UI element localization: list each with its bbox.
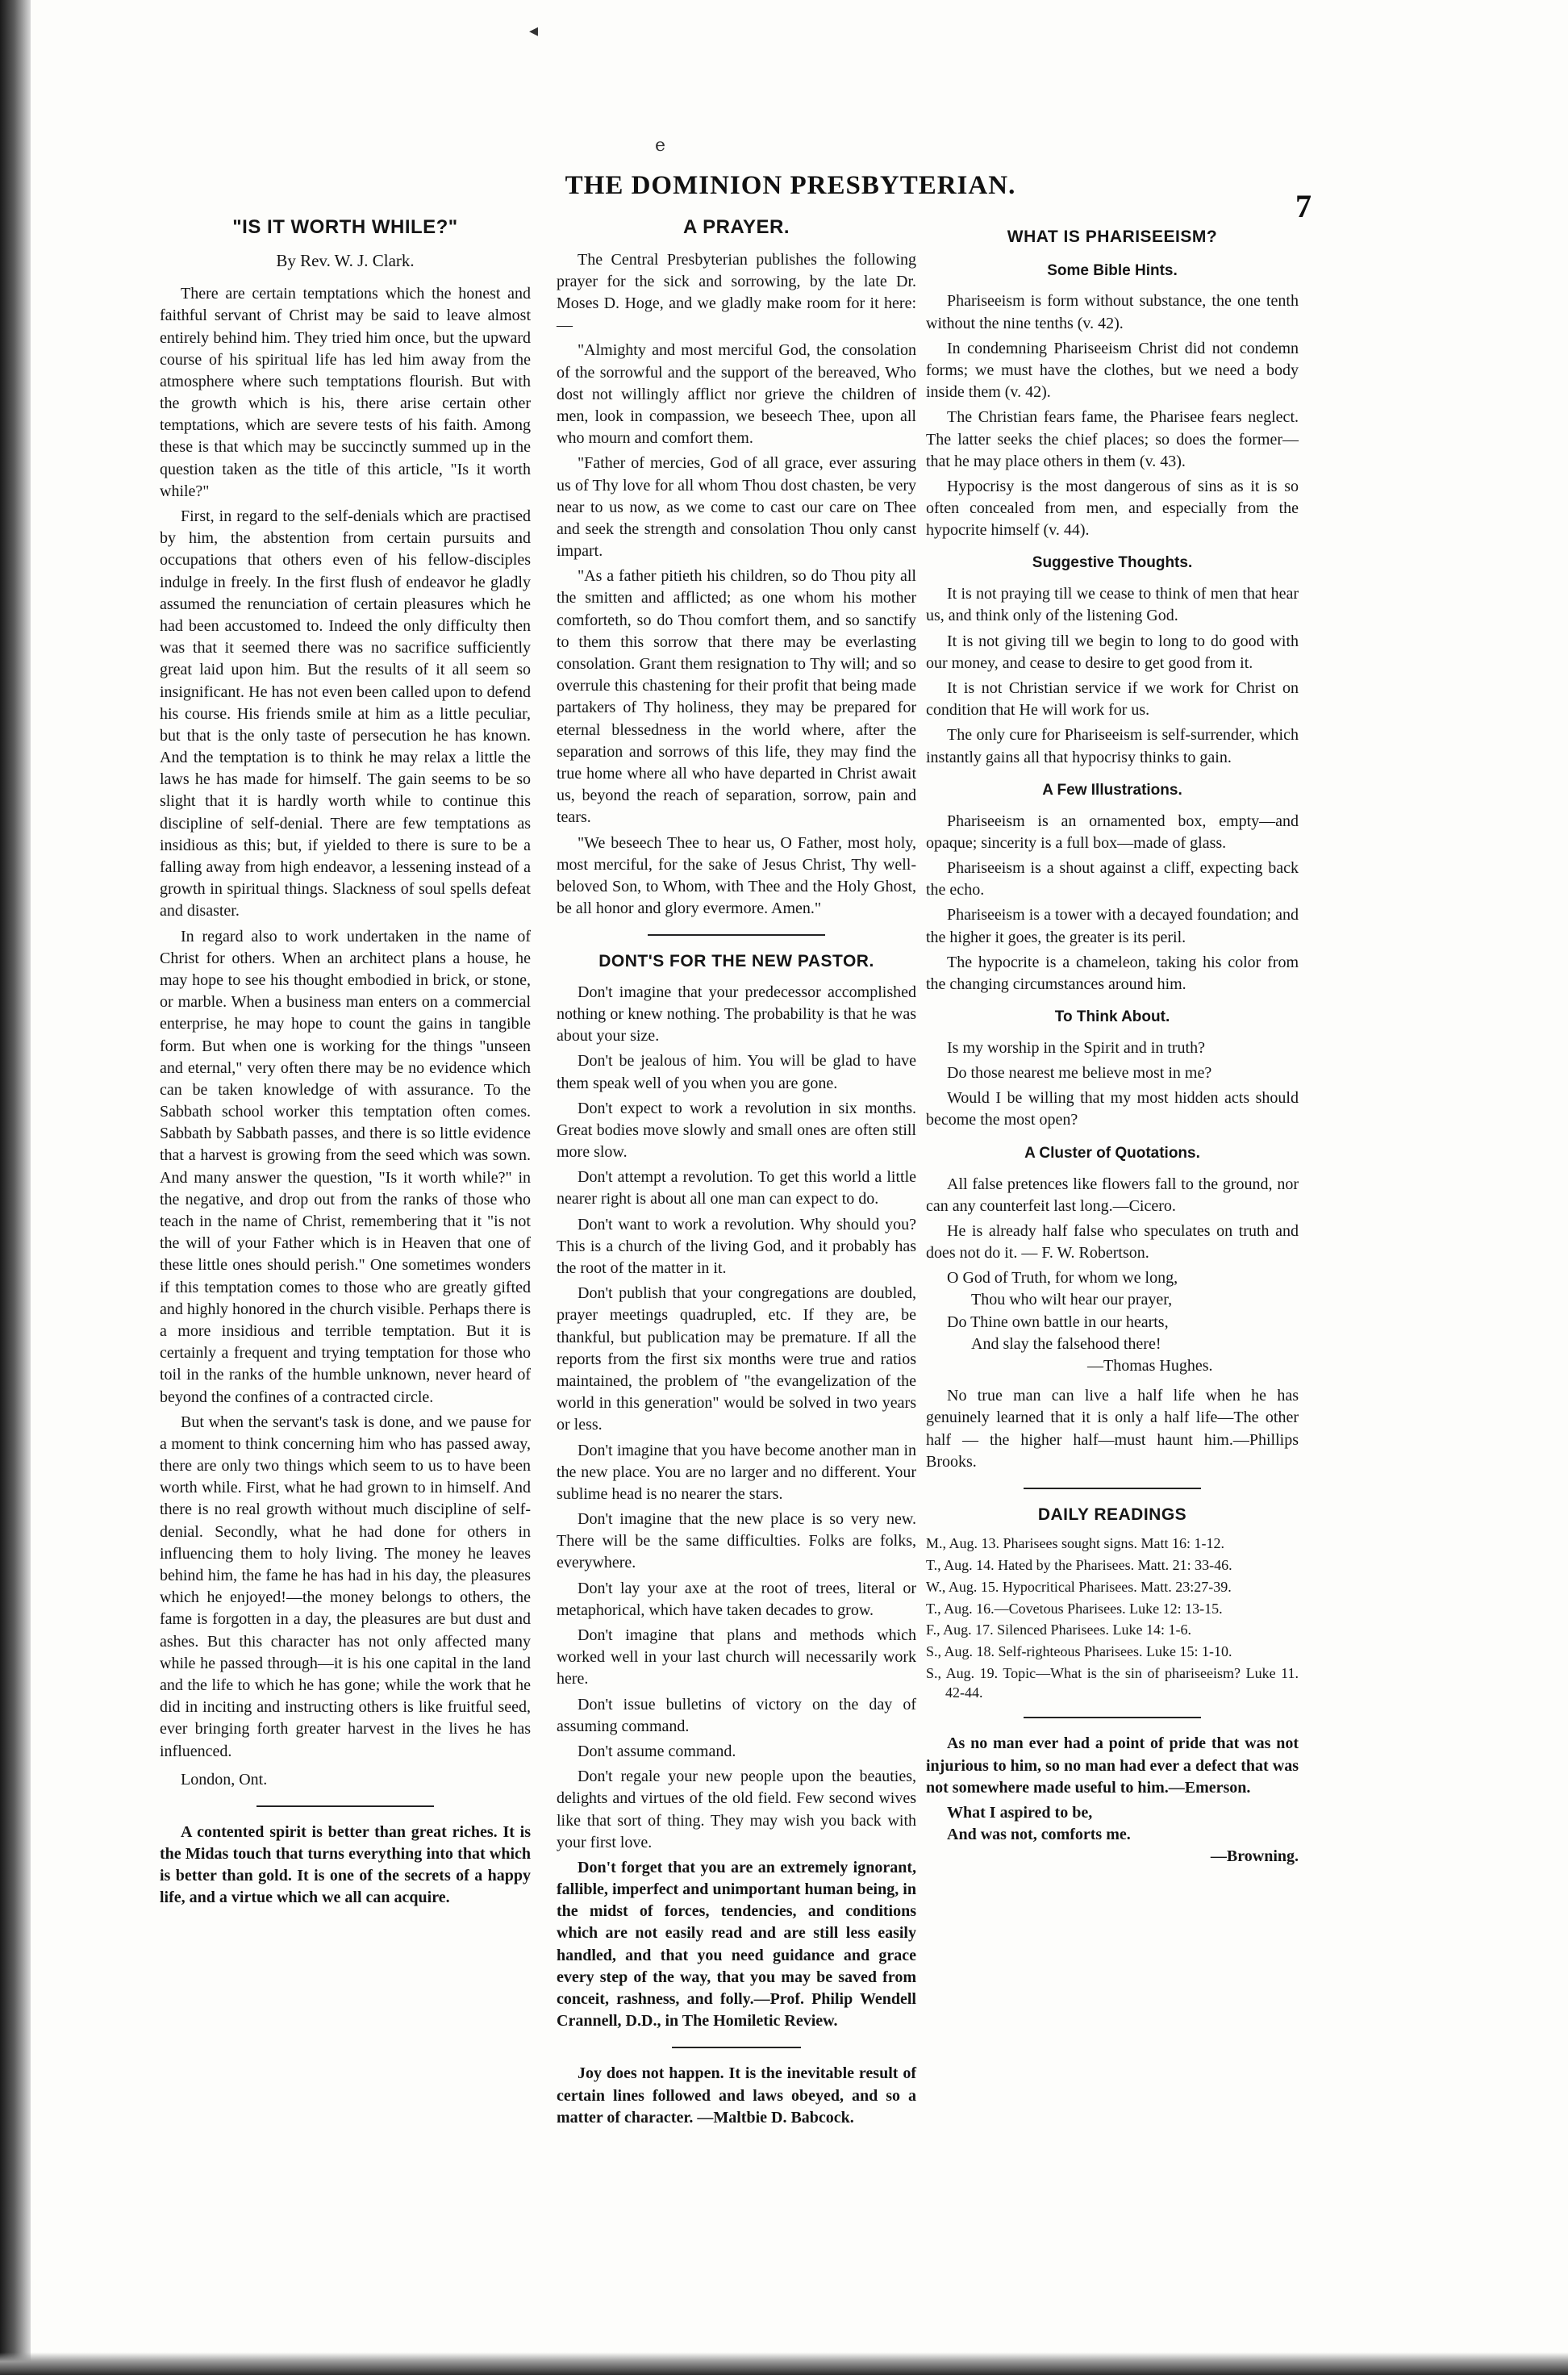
browning-verse [926,1802,1299,1868]
column-middle [557,210,916,2132]
prayer-paragraph: "As a father pitieth his children, so do Thou pity all the smitten and afflicted; as one whom his mother comforteth, so do Thou comfort them, and so sanctify to them this sorrow that there may be everlasting consolation. Grant them resignation to Thy will; and so overrule this chastening for their profit that being made partakers of Thy holiness, they may be prepared for eternal blessedness in the world where, after the separation and sorrows of this life, they may find the true home where all who have departed in Christ await us, beyond the reach of separation, sorrow, pain and tears. [557,567,916,827]
pastor-paragraph: Don't attempt a revolution. To get this world a little nearer right is about all one man can expect to do. [557,1168,916,1208]
hint-paragraph: Hypocrisy is the most dangerous of sins as it is so often concealed from men, and especially from the hypocrite himself (v. 44). [926,477,1299,540]
divider-rule [256,1805,434,1807]
poem-line: O God of Truth, for whom we long, [947,1269,1178,1288]
pastor-paragraph: Don't forget that you are an extremely ignorant, fallible, imperfect and unimportant human being, in the midst of forces, tendencies, and conditions which are not easily read and are still less easily handled, and that you need guidance and grace every step of the way, that you may be saved from conceit, rashness, and folly.—Prof. Philip Wendell Crannell, D.D., in The Homiletic Review. [557,1858,916,2031]
pastor-paragraph: Don't assume command. [578,1742,736,1760]
think-paragraph: Is my worship in the Spirit and in truth? [947,1038,1205,1057]
emerson-quotation: As no man ever had a point of pride that was not injurious to him, so no man had ever a defect that was not somewhere made useful to him.—Emerson. [926,1734,1299,1797]
article-title-phariseeism: WHAT IS PHARISEEISM? [1007,227,1218,246]
pastor-paragraph: Don't imagine that plans and methods which worked well in your last church will necessarily work here. [557,1626,916,1688]
subheading-illustrations: A Few Illustrations. [1042,781,1182,799]
page-bottom-edge-shadow [0,2352,1568,2375]
divider-rule [648,934,825,936]
page-left-edge-shadow [0,0,31,2375]
divider-rule [1024,1488,1201,1489]
illustration-paragraph: The hypocrite is a chameleon, taking his color from the changing circumstances around him. [926,953,1299,993]
daily-readings-list [926,1534,1299,1702]
divider-rule [1024,1717,1201,1718]
article-paragraph: But when the servant's task is done, and we pause for a moment to think concerning him who has passed away, there are only two things which seem to us to have been worth while. First, what he had grown to in himself. And there is no real growth without much discipline of self-denial. Secondly, what he had done for others in influencing them to holy living. The money he leaves behind him, the fame he has had in his day, the pleasures which he enjoyed!—the money belongs to others, the fame is forgotten in a day, the pleasures are but dust and ashes. But this character has not only affected many while he passed through—it is his one capital in the land and the life to which he has gone; while the work that he did in inciting and instructing others is like fruitful seed, ever bringing forth greater harvest in the lives he has influenced. [160,1413,531,1760]
thought-paragraph: It is not praying till we cease to think of men that hear us, and think only of the listening God. [926,585,1299,625]
pastor-paragraph: Don't be jealous of him. You will be glad to have them speak well of you when you are gone. [557,1052,916,1092]
article-title-worth-while: "IS IT WORTH WHILE?" [232,216,458,238]
divider-rule [672,2047,801,2048]
pastor-paragraph: Don't imagine that your predecessor accomplished nothing or knew nothing. The probability is that he was about your size. [557,983,916,1046]
pastor-paragraph: Don't issue bulletins of victory on the day of assuming command. [557,1695,916,1735]
article-paragraph: There are certain temptations which the honest and faithful servant of Christ may be said to leave almost entirely behind him. They tried him once, but the upward course of his spiritual life has led him away from the atmosphere where such temptations flourish. But with the growth which is his, there arise certain other temptations, which are severe tests of his faith. Among these is that which may be succinctly summed up in the question taken as the title of this article, "Is it worth while?" [160,285,531,500]
prayer-paragraph: "Almighty and most merciful God, the consolation of the sorrowful and the support of the bereaved, Who dost not willingly afflict nor grieve the children of men, look in compassion, we beseech Thee, upon all who mourn and comfort them. [557,341,916,448]
pastor-paragraph: Don't expect to work a revolution in six months. Great bodies move slowly and small ones are often still more slow. [557,1099,916,1162]
article-paragraph: In regard also to work undertaken in the name of Christ for others. When an architect plans a house, he may hope to see his thought embodied in brick, or stone, or marble. When a business man enters on a commercial enterprise, he may hope to count the gains in tangible form. But when one is working for the things "unseen and eternal," very often there may be no evidence which can be taken knowledge of with assurance. To the Sabbath school worker this temptation often comes. Sabbath by Sabbath passes, and there is so little evidence that a harvest is growing from the seed which was sown. And many answer the question, "Is it worth while?" in the negative, and drop out from the ranks of those who teach in the name of Christ, remembering that it "is not the will of your Father which is in Heaven that one of these little ones should perish." One sometimes wonders if this temptation comes to those who are greatly gifted and highly honored in the church visible. Perhaps there is a more insidious and terrible temptation. But it is certainly a frequent and trying temptation for those who toil in the ranks of the humble unknown, never heard of beyond the confines of a contracted circle. [160,927,531,1406]
reading-item: S., Aug. 18. Self-righteous Pharisees. Luke 15: 1-10. [926,1643,1232,1660]
column-left [160,210,531,1913]
hint-paragraph: The Christian fears fame, the Pharisee fears neglect. The latter seeks the chief places; so does the former—that he may place others in them (v. 43). [926,408,1299,470]
closing-paragraph: A contented spirit is better than great riches. It is the Midas touch that turns everything into that which is better than gold. It is one of the secrets of a happy life, and a virtue which we all can acquire. [160,1822,531,1907]
reading-item: T., Aug. 14. Hated by the Pharisees. Matt. 21: 33-46. [926,1557,1232,1574]
poem-attribution: —Thomas Hughes. [1087,1357,1213,1375]
poem-line: And was not, comforts me. [947,1826,1131,1844]
thought-paragraph: The only cure for Phariseeism is self-surrender, which instantly gains all that hypocrisy thinks to gain. [926,726,1299,766]
subheading-quotations: A Cluster of Quotations. [1024,1144,1200,1162]
prayer-paragraph: "Father of mercies, God of all grace, ever assuring us of Thy love for all whom Thou dost chasten, be very near to us now, as we come to cast our care on Thee and seek the strength and consolation Thou only canst impart. [557,454,916,561]
prayer-paragraph: "We beseech Thee to hear us, O Father, most holy, most merciful, for the sake of Jesus Christ, Thy well-beloved Son, to Whom, with Thee and the Holy Ghost, be all honor and glory evermore. Amen." [557,833,916,918]
reading-item: M., Aug. 13. Pharisees sought signs. Matt 16: 1-12. [926,1535,1225,1552]
poem-block [926,1267,1299,1377]
article-title-prayer: A PRAYER. [682,216,790,238]
hint-paragraph: In condemning Phariseeism Christ did not condemn forms; we must have the clothes, but we need a body inside them (v. 42). [926,339,1299,402]
poem-attribution: —Browning. [1210,1847,1299,1866]
subheading-bible-hints: Some Bible Hints. [1047,261,1178,279]
thought-paragraph: It is not Christian service if we work for Christ on condition that He will work for us. [926,679,1299,720]
think-paragraph: Do those nearest me believe most in me? [947,1064,1212,1083]
hint-paragraph: Phariseeism is form without substance, the one tenth without the nine tenths (v. 42). [926,292,1299,332]
quotation-paragraph: No true man can live a half life when he has genuinely learned that it is only a half life—The other half — the higher half—must haunt him.—Phillips Brooks. [926,1387,1299,1471]
poem-line: And slay the falsehood there! [971,1334,1161,1353]
closing-paragraph: Joy does not happen. It is the inevitable result of certain lines followed and laws obeyed, and so a matter of character. —Maltbie D. Babcock. [557,2064,916,2127]
top-mark: e [655,136,666,156]
poem-line: Do Thine own battle in our hearts, [947,1313,1169,1331]
pastor-paragraph: Don't want to work a revolution. Why should you? This is a church of the living God, and it probably has the root of the matter in it. [557,1215,916,1278]
pastor-paragraph: Don't imagine that the new place is so very new. There will be the same difficulties. Folks are folks, everywhere. [557,1510,916,1572]
reading-item: F., Aug. 17. Silenced Pharisees. Luke 14: 1-6. [926,1622,1192,1638]
article-byline: By Rev. W. J. Clark. [276,250,415,270]
reading-item: T., Aug. 16.—Covetous Pharisees. Luke 12: 13-15. [926,1600,1223,1617]
illustration-paragraph: Phariseeism is a tower with a decayed foundation; and the higher it goes, the greater is its peril. [926,906,1299,946]
article-signoff: London, Ont. [181,1770,268,1789]
quotation-paragraph: All false pretences like flowers fall to the ground, nor can any counterfeit last long.—Cicero. [926,1175,1299,1215]
prayer-paragraph: The Central Presbyterian publishes the following prayer for the sick and sorrowing, by the late Dr. Moses D. Hoge, and we gladly make room for it here:— [557,250,916,335]
quotation-paragraph: He is already half false who speculates on truth and does not do it. — F. W. Robertson. [926,1221,1299,1263]
illustration-paragraph: Phariseeism is an ornamented box, empty—and opaque; sincerity is a full box—made of glass. [926,812,1299,852]
page-number: 7 [1295,188,1312,224]
subheading-think-about: To Think About. [1054,1008,1170,1026]
article-title-new-pastor: DONT'S FOR THE NEW PASTOR. [598,952,874,971]
reading-item: S., Aug. 19. Topic—What is the sin of phariseeism? Luke 11. 42-44. [926,1664,1299,1701]
masthead: THE DOMINION PRESBYTERIAN. [565,171,1016,200]
poem-line: Thou who wilt hear our prayer, [971,1291,1173,1309]
pastor-paragraph: Don't publish that your congregations are doubled, prayer meetings quadrupled, etc. If they are, be thankful, but publication may be premature. If all the reports from the first six months were true and ratios maintained, the problem of "the evangelization of the world in this generation" would be solved in two years or less. [557,1284,916,1434]
pastor-paragraph: Don't regale your new people upon the beauties, delights and virtues of the old field. Few second wives like that sort of thing. They may wish you back with your first love. [557,1768,916,1851]
column-right [926,210,1299,1876]
think-paragraph: Would I be willing that my most hidden acts should become the most open? [926,1089,1299,1129]
reading-item: W., Aug. 15. Hypocritical Pharisees. Matt. 23:27-39. [926,1578,1232,1595]
daily-readings-title: DAILY READINGS [1037,1505,1187,1524]
article-paragraph: First, in regard to the self-denials which are practised by him, the abstention from certain pursuits and occupations that others even of his fellow-disciples indulge in freely. In the first flush of endeavor he gladly assumed the renunciation of certain pleasures which he had been accustomed to. Indeed the only difficulty then was that it seemed there was no sacrifice sufficiently great laid upon him. But the results of it all seem so insignificant. He has not even been called upon to defend his course. His friends smile at him as a little peculiar, but that is the only taste of persecution he has known. And the temptation is to think he may relax a little the laws he has made for himself. The gain seems to be so slight that it is hardly worth while to continue this discipline of self-denial. There are few temptations as insidious as this; but, if yielded to there is sure to be a falling away from high endeavor, a lessening instead of a growth in spiritual things. Slackness of soul spells defeat and disaster. [160,507,531,920]
thought-paragraph: It is not giving till we begin to long to do good with our money, and cease to desire to get good from it. [926,632,1299,672]
illustration-paragraph: Phariseeism is a shout against a cliff, expecting back the echo. [926,858,1299,899]
folio-mark: ◂ [529,21,539,41]
pastor-paragraph: Don't imagine that you have become another man in the new place. You are no larger and no different. Your sublime head is no nearer the stars. [557,1441,916,1503]
subheading-suggestive-thoughts: Suggestive Thoughts. [1032,554,1193,572]
poem-line: What I aspired to be, [947,1804,1093,1822]
pastor-paragraph: Don't lay your axe at the root of trees, literal or metaphorical, which have taken decades to grow. [557,1579,916,1619]
